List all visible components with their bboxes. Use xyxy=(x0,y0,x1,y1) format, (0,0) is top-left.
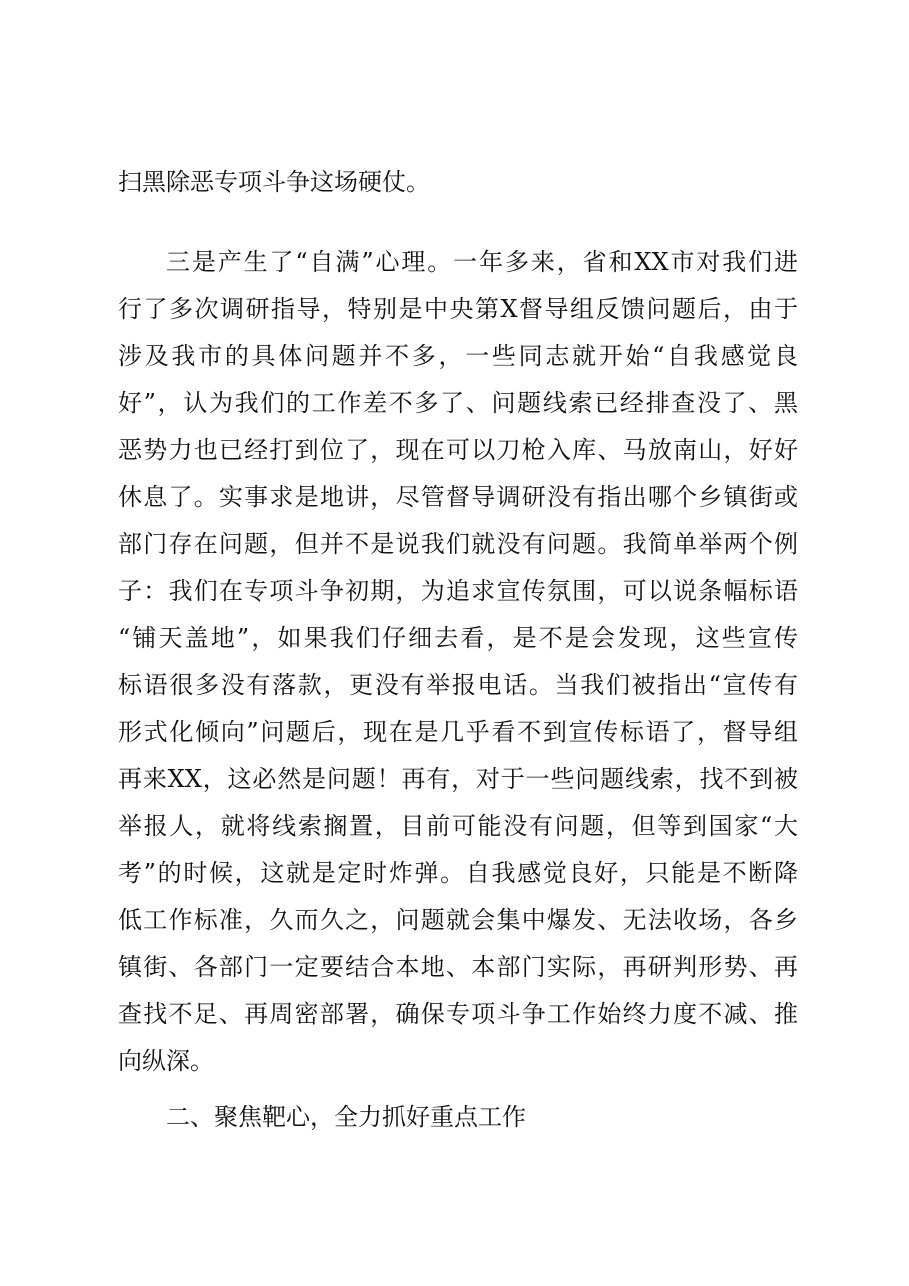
text-line: 恶势力也已经打到位了，现在可以刀枪入库、马放南山，好好 xyxy=(118,436,798,464)
text-line: 行了多次调研指导，特别是中央第X督导组反馈问题后，由于 xyxy=(118,295,798,323)
text-line: 子：我们在专项斗争初期，为追求宣传氛围，可以说条幅标语 xyxy=(118,577,798,605)
text-line: 向纵深。 xyxy=(118,1047,214,1075)
text-line: “铺天盖地”，如果我们仔细去看，是不是会发现，这些宣传 xyxy=(118,624,798,652)
text-line: 好”，认为我们的工作差不多了、问题线索已经排查没了、黑 xyxy=(118,389,798,417)
text-line: 查找不足、再周密部署，确保专项斗争工作始终力度不减、推 xyxy=(118,1000,798,1028)
text-line: 低工作标准，久而久之，问题就会集中爆发、无法收场，各乡 xyxy=(118,906,798,934)
text-line: 部门存在问题，但并不是说我们就没有问题。我简单举两个例 xyxy=(118,530,798,558)
text-line: 形式化倾向”问题后，现在是几乎看不到宣传标语了，督导组 xyxy=(118,718,798,746)
text-line: 再来XX，这必然是问题！再有，对于一些问题线索，找不到被 xyxy=(118,765,798,793)
text-line: 休息了。实事求是地讲，尽管督导调研没有指出哪个乡镇街或 xyxy=(118,483,798,511)
text-line: 考”的时候，这就是定时炸弹。自我感觉良好，只能是不断降 xyxy=(118,859,798,887)
text-line: 举报人，就将线索搁置，目前可能没有问题，但等到国家“大 xyxy=(118,812,798,840)
section-heading: 二、聚焦靶心，全力抓好重点工作 xyxy=(166,1103,526,1131)
text-line: 涉及我市的具体问题并不多，一些同志就开始“自我感觉良 xyxy=(118,342,798,370)
text-line: 镇街、各部门一定要结合本地、本部门实际，再研判形势、再 xyxy=(118,953,798,981)
paragraph-first-line: 三是产生了“自满”心理。一年多来，省和XX市对我们进 xyxy=(166,248,798,276)
text-line: 扫黑除恶专项斗争这场硬仗。 xyxy=(118,168,430,196)
text-line: 标语很多没有落款，更没有举报电话。当我们被指出“宣传有 xyxy=(118,671,798,699)
